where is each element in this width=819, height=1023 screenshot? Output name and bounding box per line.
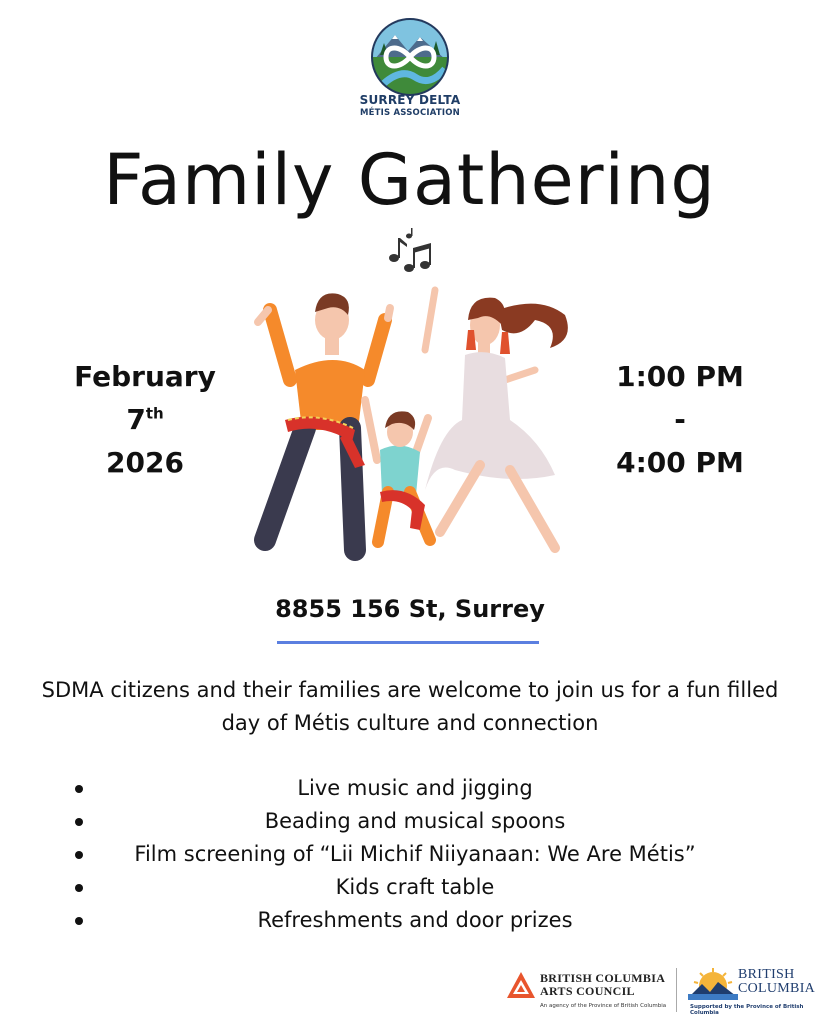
bc-name-line2: COLUMBIA xyxy=(738,981,816,996)
list-item xyxy=(75,871,755,904)
time-start: 1:00 PM xyxy=(616,360,744,393)
list-item xyxy=(75,805,755,838)
activity-text: Refreshments and door prizes xyxy=(257,908,573,932)
bc-government-logo-icon xyxy=(688,966,738,1000)
music-notes-icon xyxy=(385,228,435,276)
bc-government-name xyxy=(738,968,815,996)
org-subname: MÉTIS ASSOCIATION xyxy=(360,108,460,118)
woman-figure xyxy=(425,290,568,548)
address-underline xyxy=(277,641,539,644)
bullet-icon xyxy=(75,785,83,793)
event-time xyxy=(590,355,770,484)
list-item xyxy=(75,772,755,805)
activity-list xyxy=(75,772,755,937)
bcac-logo-icon xyxy=(505,970,537,1002)
bcac-tagline: An agency of the Province of British Columbia xyxy=(540,1003,667,1009)
org-name: SURREY DELTA xyxy=(359,93,461,107)
bullet-icon xyxy=(75,818,83,826)
bcac-name xyxy=(540,972,665,998)
date-day-number: 7 xyxy=(126,403,146,436)
bcac-name-line1: BRITISH COLUMBIA xyxy=(540,971,666,985)
event-description: SDMA citizens and their families are welcome to join us for a fun filled day of Métis culture and connection xyxy=(41,678,779,735)
time-separator: - xyxy=(674,403,686,436)
sdma-logo-icon xyxy=(370,17,450,97)
activity-text: Live music and jigging xyxy=(297,776,533,800)
bcac-name-line2: ARTS COUNCIL xyxy=(540,984,635,998)
activity-text: Kids craft table xyxy=(335,875,495,899)
date-year: 2026 xyxy=(106,446,184,479)
activity-text: Beading and musical spoons xyxy=(264,809,566,833)
page-title: Family Gathering xyxy=(103,139,716,221)
child-figure xyxy=(365,400,430,542)
list-item xyxy=(75,838,755,871)
bullet-icon xyxy=(75,851,83,859)
list-item xyxy=(75,904,755,937)
bullet-icon xyxy=(75,884,83,892)
bullet-icon xyxy=(75,917,83,925)
date-day-suffix: th xyxy=(145,404,164,423)
event-date xyxy=(60,355,230,484)
event-address: 8855 156 St, Surrey xyxy=(275,595,545,623)
time-end: 4:00 PM xyxy=(616,446,744,479)
bc-name-line1: BRITISH xyxy=(738,967,795,982)
date-day xyxy=(60,398,230,441)
bc-tagline: Supported by the Province of British Columbia xyxy=(690,1004,804,1016)
activity-text: Film screening of “Lii Michif Niiyanaan: We Are Métis” xyxy=(134,842,696,866)
dancing-family-illustration xyxy=(240,270,580,565)
sponsor-divider xyxy=(676,968,677,1012)
date-month: February xyxy=(74,360,216,393)
